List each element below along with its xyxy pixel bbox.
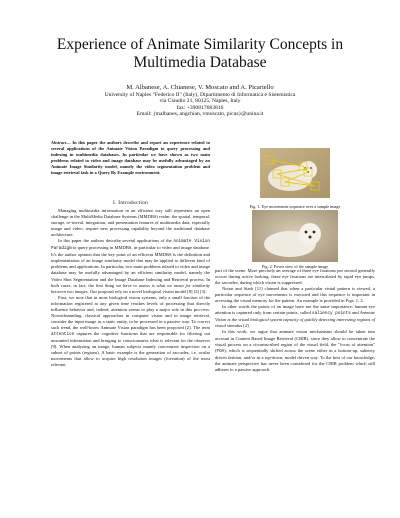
paragraph-6 (215, 304, 375, 329)
figure-1-caption: Fig. 1. Eye movements sequence over a sample image (249, 204, 341, 209)
attention-term: attention (51, 331, 75, 337)
saliency-points-term: saliency points (311, 311, 351, 317)
affiliation: University of Naples "Federico II" (Italy), Dipartimento di Informatica e Sistemistica (104, 92, 296, 98)
left-column (51, 208, 210, 368)
paragraph-6-a: In other words the points of an image have not the same importance: human eye attention is captured only from certain points, called (215, 304, 375, 316)
email: Email: {malbanes, angchian, vmoscato, picus}@unina.it (136, 110, 264, 117)
seal-head (299, 223, 321, 245)
paragraph-2-b: to query processing in MMDBS, in particular to video and image database. It's the author opinion that the key point of an efficient MMDBS is the definition and implementation of an image similarity model that may be applied to different kind of problems and applications. In particular, two main problems related to video and image database may be usefully advantaged by an efficient similarity model, namely the Video Shot Segmentation and the Image Database Indexing and Retrieval process. In both cases, in fact, the first thing we have to assess is (51, 245, 210, 288)
paragraph-1: Managing multimedia information in an efficient way still represents an open challenge in the MultiMedia Database Systems (MMDBS) realm: the spatial, temporal, storage, re-trieval, integration, and presentation features of multimedia data, especially image and video, require new processing capability beyond the traditional database architecture. (51, 208, 210, 238)
abstract-label: Abstract (51, 140, 67, 145)
paragraph-2 (51, 238, 210, 294)
abstract-text: — In this paper the authors describe and report an experience related to several applications of the Animate Vision Paradigm to query processing and indexing in multimedia databases. In particular we have shown as two main problems related to video and image database may be usefully advantaged by an Animate Image Similarity model, namely the video segmentation problem and image retrieval task in a Query By Example environment. (51, 140, 210, 175)
address: via Claudio 21, 80125, Naples, Italy (159, 98, 241, 105)
author-block (20, 84, 380, 117)
paper-title: Experience of Animate Similarity Concepts in Multimedia Database (56, 36, 344, 71)
paragraph-3-a: First, we note that in most biological vision systems, only a small fraction of the information registered at any given time reaches levels of processing that directly influence behavior and, indeed, attention seems to play a major role in this pro-cess. Notwithstanding, classical approaches in computer vision and in image retrieval, consider the input image as a static entity, to be processed in a passive way. To correct such trend, the well-know Animate Vision paradigm has been proposed [2]. The term (51, 294, 210, 330)
author-names: M. Albanese, A. Chianese, V. Moscato and A. Picariello (126, 84, 274, 91)
paragraph-2-italic: what we mean for similarity between two images (51, 282, 210, 294)
paragraph-3-b: captures the cognitive functions that are responsible for filtering out unwanted information and bringing to consciousness what is relevant for the observer [9]. When analyzing an image, human subjects mainly concentrate inspection on a subset of points (regions). A basic example is the generation of saccades, i.e. ocular movements that allow to acquire high resolution images (foveation) of the most relevant (51, 330, 210, 368)
paragraph-6-b: and (350, 310, 360, 316)
figure-1-eye-movements (215, 148, 375, 200)
paragraph-7-a: In this work, we argue that animate vision mechanisms should be taken into account in Content Based Image Retrieval (CBIR), since they allow to concentrate the visual process on a circumscribed region of the visual field, the "focus of attention" ( (215, 329, 375, 353)
seal-eye (313, 231, 316, 234)
paragraph-7 (215, 329, 375, 372)
paragraph-5: Noton and Stark [11] claimed that when a particular visual pattern is viewed, a particular sequence of eye movements is executed and this sequence is important in accessing the visual memory for the pattern. An example is provided in Figs. 1, 2. (215, 286, 375, 304)
section-heading: I. Introduction (112, 200, 149, 206)
paragraph-4: part of the scene. More precisely an average of three eye fixations per second generally occurs during active looking; these eye fixations are intercalated by rapid eye jumps, the saccades, during which vision is suppressed. (215, 268, 375, 286)
foa-term: FOA (216, 348, 225, 354)
figure-2-fovea-view (252, 210, 338, 262)
paragraph-2-a: In this paper the authors describe several applications of the (58, 238, 174, 244)
paragraph-7-b: ), which is sequentially shifted across the scene either in a bottom-up, saliency driven fashion, and/or in a top-down, model driven way. To the best of our knowledge, the animate perspective has never been considered for the CBIR problem which still adheres to a passive approach. (215, 347, 375, 372)
paragraph-6-italic: Animate Vision is the visual biological system capacity of quickly detecting interesting regions of visual stimulus (215, 310, 375, 329)
right-column (215, 268, 375, 373)
fax: fax: +390817683816 (176, 104, 224, 111)
animate-vision-term: Animate Vision Paradigm (51, 239, 210, 252)
paragraph-6-c: [2]. (242, 323, 250, 329)
figure-2-caption: Fig. 2. Fovea view of the sample image (261, 264, 329, 269)
paragraph-3 (51, 295, 210, 369)
abstract (51, 140, 210, 175)
seal-eye (305, 231, 308, 234)
paragraph-2-c: . Our proposal rely on a novel biological vision model [8] [2] [3]. (87, 288, 207, 294)
seal-nose (309, 236, 312, 239)
